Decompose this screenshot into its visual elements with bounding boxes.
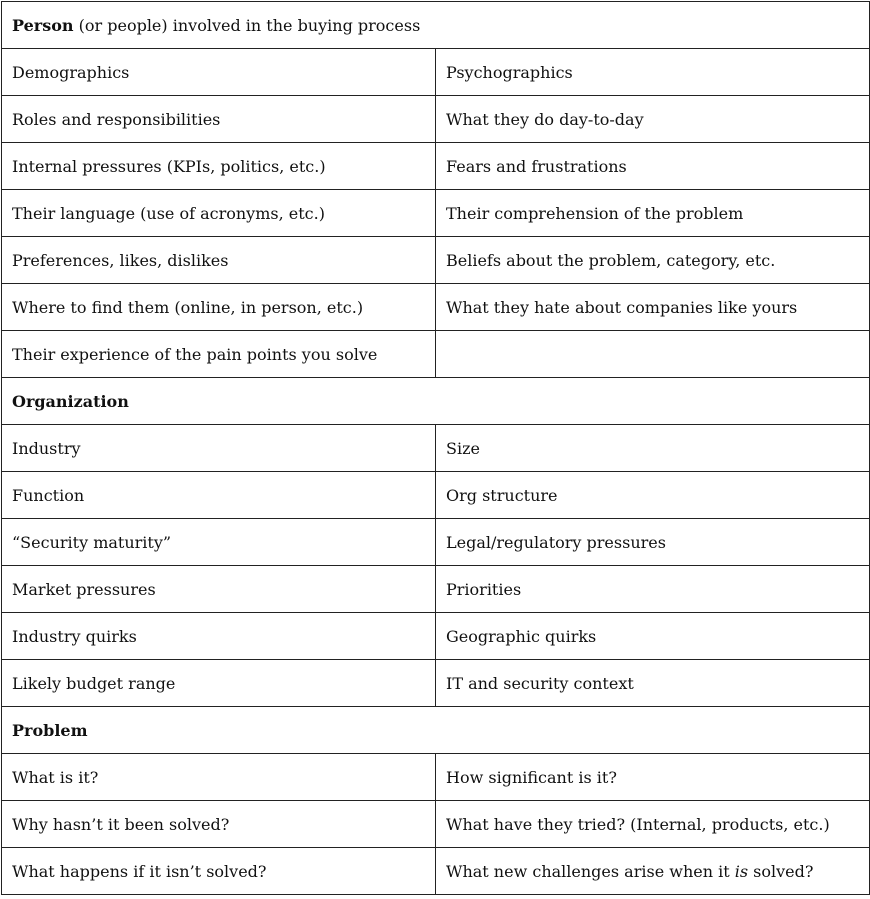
person-heading-bold: Person (12, 15, 74, 35)
cell-left: “Security maturity” (2, 519, 436, 566)
buyer-research-table (1, 1, 870, 895)
cell-right: Geographic quirks (436, 613, 870, 660)
cell-right: Beliefs about the problem, category, etc. (436, 237, 870, 284)
cell-left: Internal pressures (KPIs, politics, etc.) (2, 143, 436, 190)
cell-right: Priorities (436, 566, 870, 613)
cell-left: Likely budget range (2, 660, 436, 707)
cell-right: Size (436, 425, 870, 472)
cell-right: Legal/regulatory pressures (436, 519, 870, 566)
cell-left: What happens if it isn’t solved? (2, 848, 436, 895)
section-header-problem (2, 707, 870, 754)
table-row (2, 331, 870, 378)
table-row (2, 49, 870, 96)
cell-right: What they do day-to-day (436, 96, 870, 143)
table-row (2, 754, 870, 801)
table-row (2, 237, 870, 284)
person-heading-rest: (or people) involved in the buying process (73, 15, 421, 35)
cell-right: Their comprehension of the problem (436, 190, 870, 237)
table-row (2, 848, 870, 895)
text-before-emphasis: What new challenges arise when it (446, 861, 735, 881)
cell-left: Preferences, likes, dislikes (2, 237, 436, 284)
table-row (2, 566, 870, 613)
cell-left: Roles and responsibilities (2, 96, 436, 143)
cell-left: Their language (use of acronyms, etc.) (2, 190, 436, 237)
cell-right (436, 848, 870, 895)
table-row (2, 801, 870, 848)
cell-right-empty (436, 331, 870, 378)
table-row (2, 472, 870, 519)
cell-left: Where to find them (online, in person, etc.) (2, 284, 436, 331)
cell-left: What is it? (2, 754, 436, 801)
cell-left: Their experience of the pain points you solve (2, 331, 436, 378)
table-row (2, 143, 870, 190)
cell-right: Psychographics (436, 49, 870, 96)
text-after-emphasis: solved? (748, 861, 814, 881)
cell-left: Why hasn’t it been solved? (2, 801, 436, 848)
cell-right: What have they tried? (Internal, products, etc.) (436, 801, 870, 848)
emphasis-text: is (734, 861, 749, 881)
cell-right: IT and security context (436, 660, 870, 707)
cell-left: Function (2, 472, 436, 519)
cell-left: Industry quirks (2, 613, 436, 660)
section-header-person (2, 2, 870, 49)
cell-right: What they hate about companies like yours (436, 284, 870, 331)
cell-left: Demographics (2, 49, 436, 96)
cell-right: How significant is it? (436, 754, 870, 801)
table-row (2, 425, 870, 472)
cell-left: Market pressures (2, 566, 436, 613)
table-row (2, 284, 870, 331)
table-row (2, 519, 870, 566)
table-row (2, 613, 870, 660)
table-row (2, 660, 870, 707)
organization-heading: Organization (2, 378, 870, 425)
cell-right: Org structure (436, 472, 870, 519)
cell-right: Fears and frustrations (436, 143, 870, 190)
section-heading-cell (2, 2, 870, 49)
problem-heading: Problem (2, 707, 870, 754)
table-row (2, 190, 870, 237)
table-row (2, 96, 870, 143)
cell-left: Industry (2, 425, 436, 472)
section-header-organization (2, 378, 870, 425)
